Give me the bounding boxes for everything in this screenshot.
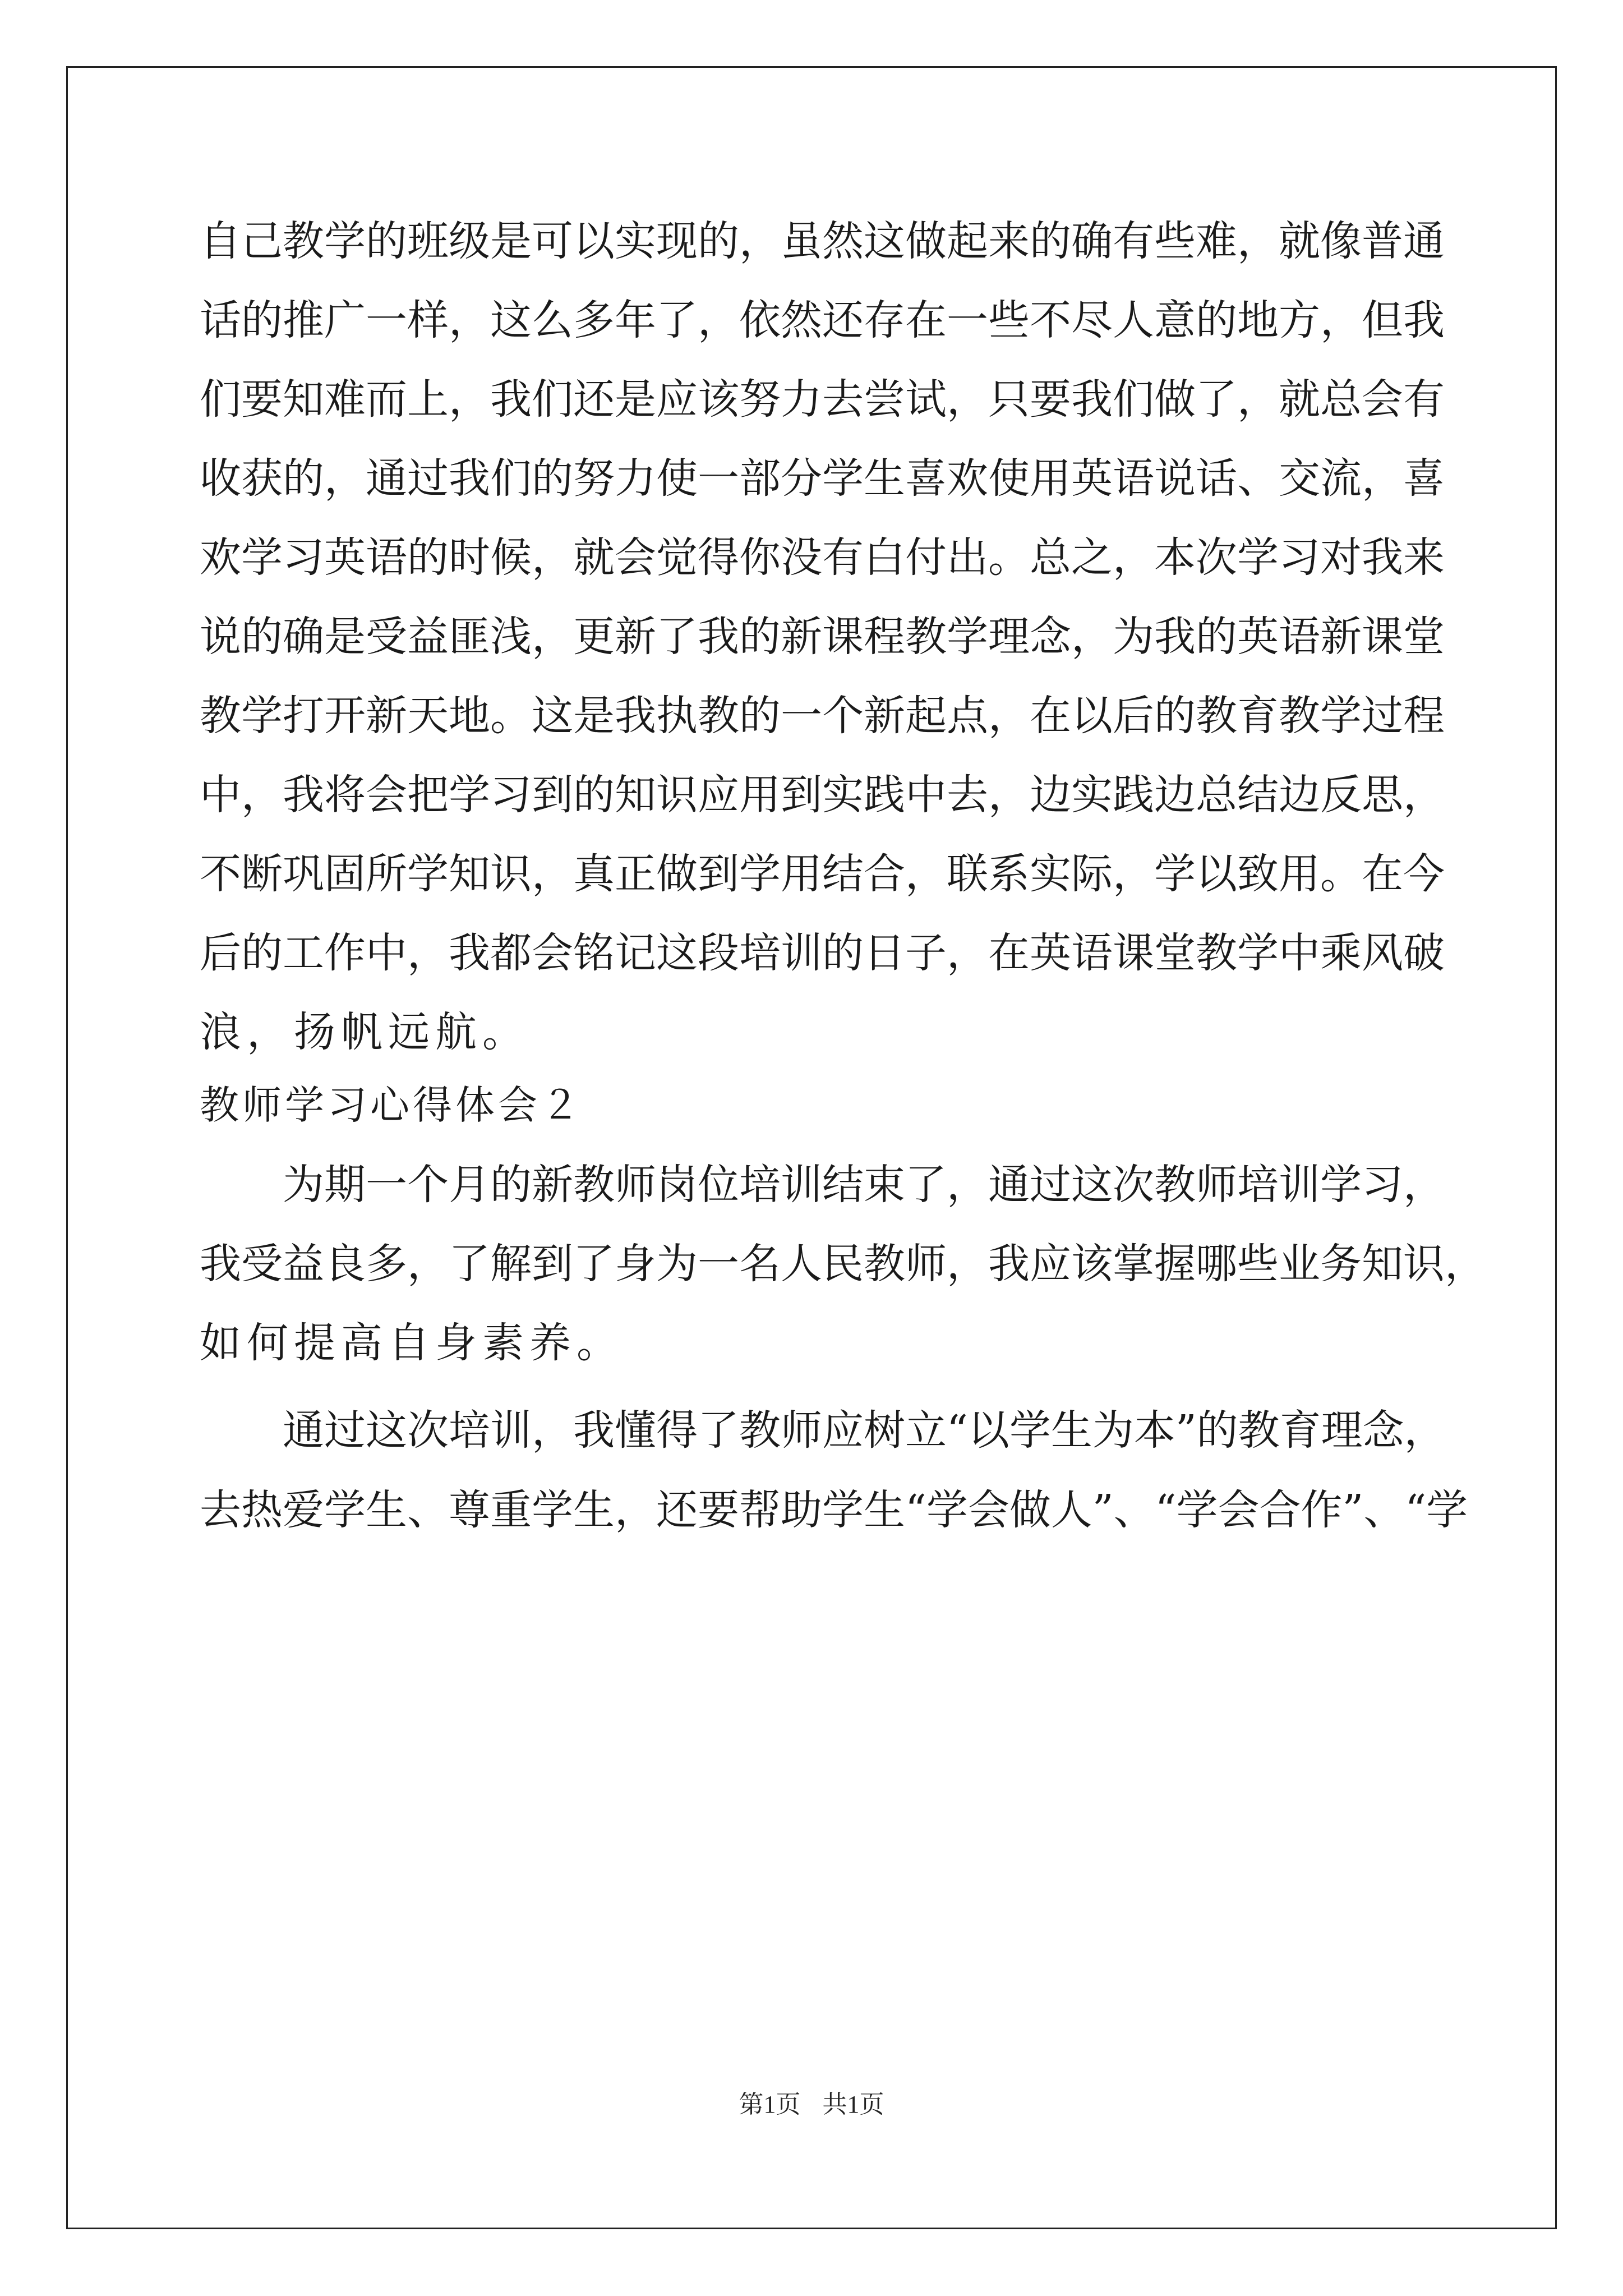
text-line: 浪，扬帆远航。 <box>200 1008 529 1056</box>
text-line: 去热爱学生、尊重学生，还要帮助学生“学会做人”、“学会合作”、“学 <box>200 1486 1468 1534</box>
text-line: 中，我将会把学习到的知识应用到实践中去，边实践边总结边反思， <box>200 771 1445 819</box>
text-line: 教学打开新天地。这是我执教的一个新起点，在以后的教育教学过程 <box>200 692 1445 740</box>
text-line: 通过这次培训，我懂得了教师应树立“以学生为本”的教育理念， <box>283 1406 1446 1455</box>
text-line: 为期一个月的新教师岗位培训结束了，通过这次教师培训学习， <box>283 1161 1445 1209</box>
text-line: 我受益良多，了解到了身为一名人民教师，我应该掌握哪些业务知识， <box>200 1240 1486 1288</box>
text-line: 不断巩固所学知识，真正做到学用结合，联系实际，学以致用。在今 <box>200 850 1445 898</box>
text-line: 收获的，通过我们的努力使一部分学生喜欢使用英语说话、交流，喜 <box>200 454 1445 503</box>
page-total: 共1页 <box>822 2091 884 2118</box>
page-footer <box>0 2084 1623 2120</box>
text-line: 欢学习英语的时候，就会觉得你没有白付出。总之，本次学习对我来 <box>200 533 1445 582</box>
text-line: 自己教学的班级是可以实现的，虽然这做起来的确有些难，就像普通 <box>200 217 1445 265</box>
section-heading: 教师学习心得体会２ <box>200 1082 583 1128</box>
text-line: 说的确是受益匪浅，更新了我的新课程教学理念，为我的英语新课堂 <box>200 613 1445 661</box>
text-line: 后的工作中，我都会铭记这段培训的日子，在英语课堂教学中乘风破 <box>200 929 1445 977</box>
text-line: 如何提高自身素养。 <box>200 1319 624 1367</box>
text-line: 们要知难而上，我们还是应该努力去尝试，只要我们做了，就总会有 <box>200 375 1445 424</box>
text-line: 话的推广一样，这么多年了，依然还存在一些不尽人意的地方，但我 <box>200 296 1445 344</box>
page-number: 第1页 <box>739 2091 801 2118</box>
